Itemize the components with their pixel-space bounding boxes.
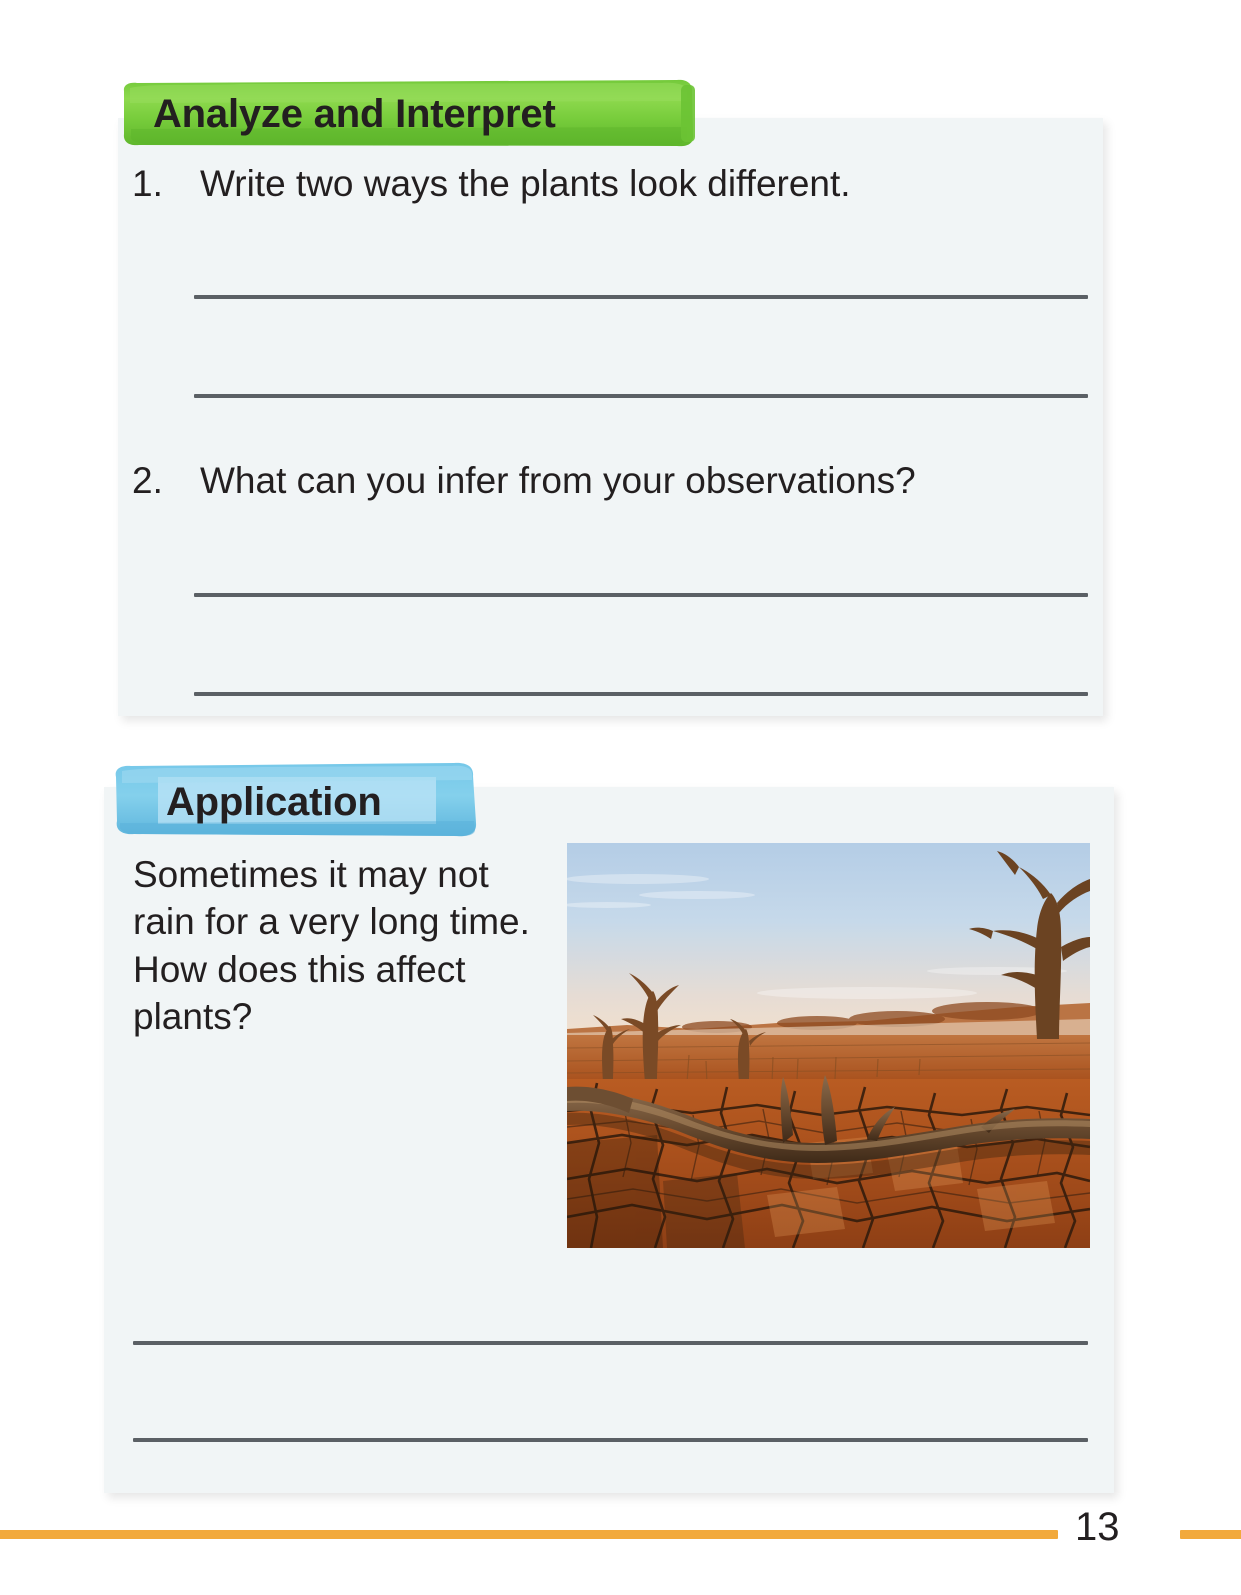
- answer-line-q2-2[interactable]: [194, 692, 1088, 696]
- application-prompt-text: Sometimes it may not rain for a very long time. How does this affect plants?: [133, 854, 530, 1038]
- question-2: [132, 460, 916, 502]
- question-1-number: 1.: [132, 163, 163, 204]
- page-number: 13: [1075, 1505, 1120, 1549]
- drought-cracked-earth-photo: [567, 843, 1090, 1248]
- footer-rule-left: [0, 1530, 1058, 1539]
- answer-line-q1-1[interactable]: [194, 295, 1088, 299]
- analyze-and-interpret-header: [121, 79, 699, 148]
- analyze-and-interpret-title: Analyze and Interpret: [153, 92, 556, 136]
- answer-line-q2-1[interactable]: [194, 593, 1088, 597]
- answer-line-q1-2[interactable]: [194, 394, 1088, 398]
- answer-line-application-2[interactable]: [133, 1438, 1088, 1442]
- application-title: Application: [166, 779, 382, 824]
- footer-rule-right: [1180, 1530, 1241, 1539]
- analyze-and-interpret-card: [118, 118, 1103, 716]
- question-1-text: Write two ways the plants look different.: [200, 163, 851, 204]
- question-2-number: 2.: [132, 460, 163, 501]
- answer-line-application-1[interactable]: [133, 1341, 1088, 1345]
- question-1: [132, 163, 851, 205]
- application-header: [112, 761, 478, 839]
- question-2-text: What can you infer from your observations?: [200, 460, 916, 501]
